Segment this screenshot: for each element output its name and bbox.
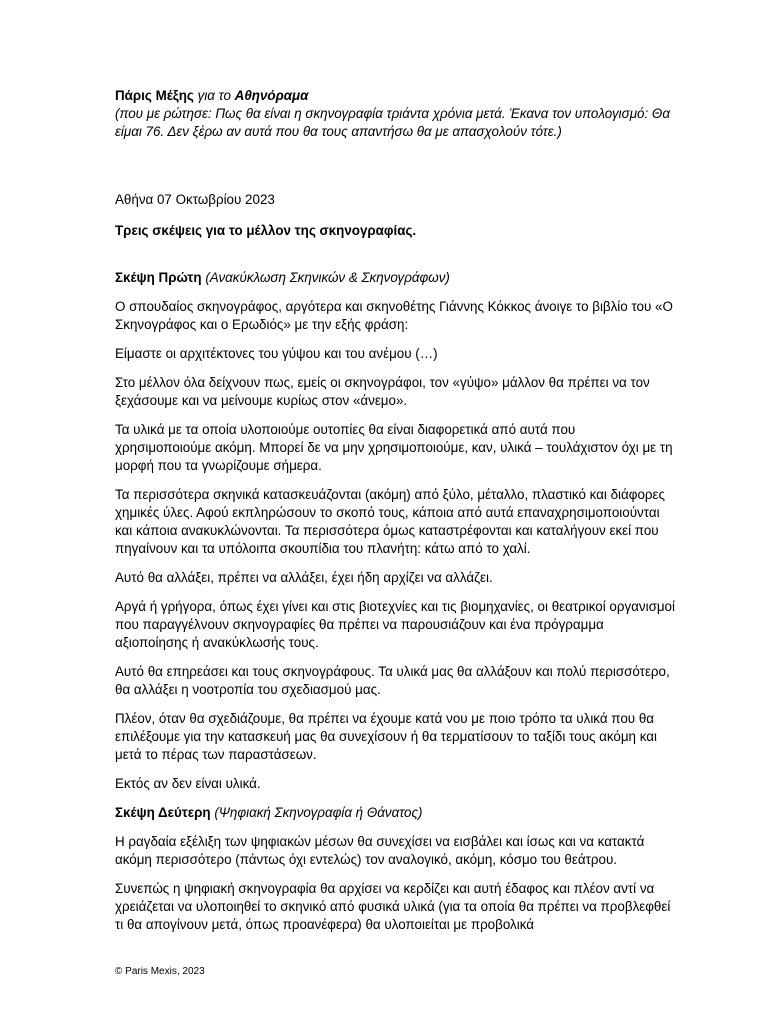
paragraph: Πλέον, όταν θα σχεδιάζουμε, θα πρέπει να έχουμε κατά νου με ποιο τρόπο τα υλικά που θα επιλέξουμε για την κατασκευή μας θα συνεχίσουν ή θα τερματίσουν το ταξίδι τους ακόμη και μετά το πέρας των παραστάσεων. [115, 711, 657, 762]
for-word: για το [197, 88, 231, 103]
paragraph: Συνεπώς η ψηφιακή σκηνογραφία θα αρχίσει να κερδίζει και αυτή έδαφος και πλέον αντί να χρειάζεται να υλοποιηθεί το σκηνικό από φυσικά υλικά (για τα οποία θα πρέπει να προβλεφθεί τι θα απογίνουν μετά, όπως προανέφερα) θα υλοποιείται με προβολικά [115, 881, 671, 932]
paragraph: Ο σπουδαίος σκηνογράφος, αργότερα και σκηνοθέτης Γιάννης Κόκκος άνοιγε το βιβλίο του «Ο Σκηνογράφος και ο Ερωδιός» με την εξής φράση: [115, 299, 673, 332]
date-line: Αθήνα 07 Οκτωβρίου 2023 [115, 192, 275, 207]
paragraph: Στο μέλλον όλα δείχνουν πως, εμείς οι σκηνογράφοι, τον «γύψο» μάλλον θα πρέπει να τον ξεχάσουμε και να μείνουμε κυρίως στον «άνεμο». [115, 375, 650, 408]
document-body [115, 87, 675, 945]
copyright-footer: © Paris Mexis, 2023 [115, 966, 205, 977]
section2-title: Σκέψη Δεύτερη [115, 805, 211, 820]
document-title: Τρεις σκέψεις για το μέλλον της σκηνογραφίας. [115, 223, 417, 238]
paragraph: Αυτό θα αλλάξει, πρέπει να αλλάξει, έχει ήδη αρχίζει να αλλάζει. [115, 570, 493, 585]
paragraph: Η ραγδαία εξέλιξη των ψηφιακών μέσων θα συνεχίσει να εισβάλει και ίσως και να κατακτά ακόμη περισσότερο (πάντως όχι εντελώς) τον αναλογικό, ακόμη, κόσμο του θεάτρου. [115, 834, 645, 867]
publication-name: Αθηνόραμα [234, 88, 309, 103]
section1-subtitle: (Ανακύκλωση Σκηνικών & Σκηνογράφων) [205, 270, 450, 285]
paragraph: Τα περισσότερα σκηνικά κατασκευάζονται (ακόμη) από ξύλο, μέταλλο, πλαστικό και διάφορες χημικές ύλες. Αφού εκπληρώσουν το σκοπό τους, κάποια από αυτά επαναχρησιμοποιούνται και κάποια ανακυκλώνονται. Τα περισσότερα όμως καταστρέφονται και καταλήγουν εκεί που πηγαίνουν και τα υπόλοιπα σκουπίδια του πλανήτη: κάτω από το χαλί. [115, 487, 665, 556]
section1-title: Σκέψη Πρώτη [115, 270, 202, 285]
paragraph: Είμαστε οι αρχιτέκτονες του γύψου και του ανέμου (…) [115, 346, 438, 361]
byline [115, 87, 675, 105]
author-note: (που με ρώτησε: Πως θα είναι η σκηνογραφία τριάντα χρόνια μετά. Έκανα τον υπολογισμό: Θα είμαι 76. Δεν ξέρω αν αυτά που θα τους απαντήσω θα με απασχολούν τότε.) [115, 106, 670, 139]
paragraph: Εκτός αν δεν είναι υλικά. [115, 776, 261, 791]
section2-subtitle: (Ψηφιακή Σκηνογραφία ή Θάνατος) [214, 805, 423, 820]
paragraph: Αυτό θα επηρεάσει και τους σκηνογράφους. Τα υλικά μας θα αλλάξουν και πολύ περισσότερο, θα αλλάξει η νοοτροπία του σχεδιασμού μας. [115, 664, 670, 697]
paragraph: Αργά ή γρήγορα, όπως έχει γίνει και στις βιοτεχνίες και τις βιομηχανίες, οι θεατρικοί οργανισμοί που παραγγέλνουν σκηνογραφίες θα πρέπει να παρουσιάζουν και ένα πρόγραμμα αξιοποίησης ή ανακύκλωσής τους. [115, 599, 675, 650]
paragraph: Τα υλικά με τα οποία υλοποιούμε ουτοπίες θα είναι διαφορετικά από αυτά που χρησιμοποιούμε ακόμη. Μπορεί δε να μην χρησιμοποιούμε, καν, υλικά – τουλάχιστον όχι με τη μορφή που τα γνωρίζουμε σήμερα. [115, 422, 673, 473]
section1-heading [115, 269, 675, 287]
author-name: Πάρις Μέξης [115, 88, 194, 103]
section2-heading [115, 804, 675, 822]
